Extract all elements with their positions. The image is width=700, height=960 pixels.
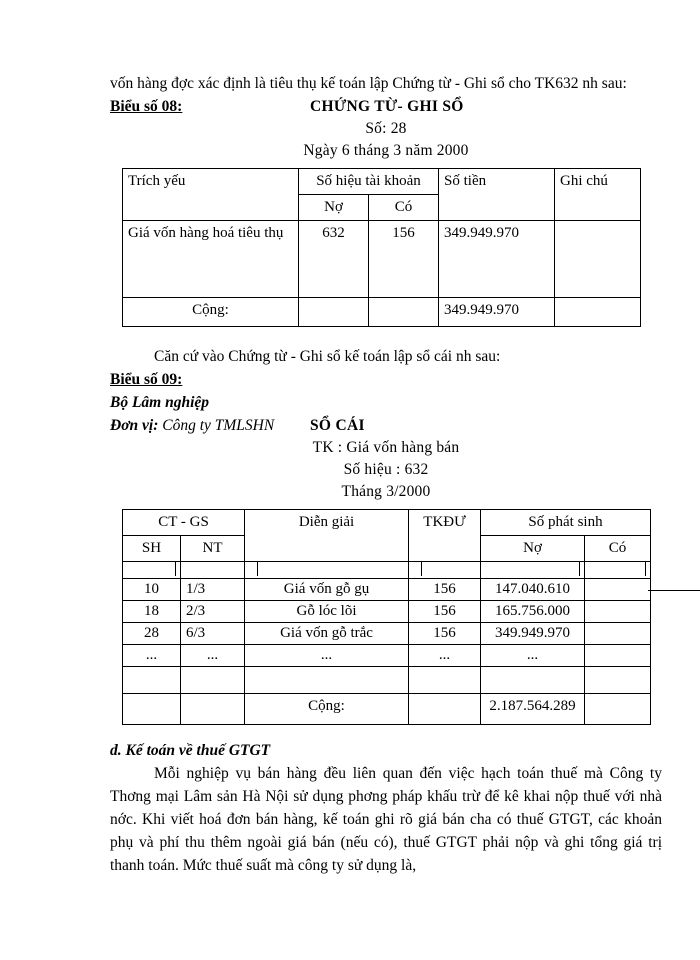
table-row <box>123 601 651 623</box>
cell-tkdu: 156 <box>409 623 481 645</box>
blank-sh <box>123 562 181 579</box>
cell-no: 147.040.610 <box>481 579 585 601</box>
ledger-title: SỔ CÁI <box>310 417 365 434</box>
header-ghi-chu: Ghi chú <box>555 169 641 221</box>
ledger-unit-value: Công ty TMLSHN <box>162 417 275 434</box>
table-row <box>123 221 641 298</box>
scan-artifact-rule <box>648 590 700 591</box>
blank-tkdu <box>409 562 481 579</box>
gap-no <box>481 667 585 694</box>
table-total-row <box>123 694 651 725</box>
table-gap-row <box>123 667 651 694</box>
ledger-label: Biểu số 09: <box>110 371 183 388</box>
header-trich-yeu: Trích yếu <box>123 169 299 221</box>
cell-co <box>585 579 651 601</box>
table-row <box>123 579 651 601</box>
mid-paragraph: Căn cứ vào Chứng từ - Ghi sổ kế toán lập sổ cái nh sau: <box>154 348 501 365</box>
cell-sh: 28 <box>123 623 181 645</box>
gap-dien-giai <box>245 667 409 694</box>
scan-artifact-tick <box>421 562 422 576</box>
ledger-unit-label: Đơn vị: <box>110 417 159 434</box>
gap-co <box>585 667 651 694</box>
voucher-header-row <box>110 95 662 118</box>
voucher-title: CHỨNG TỪ- GHI SỔ <box>310 98 464 115</box>
total-co <box>369 298 439 327</box>
cell-co <box>585 601 651 623</box>
table-total-row <box>123 298 641 327</box>
gap-tkdu <box>409 667 481 694</box>
blank-no <box>481 562 585 579</box>
total-nt <box>181 694 245 725</box>
blank-co <box>585 562 651 579</box>
header-nt: NT <box>181 536 245 562</box>
header-so-hieu-tai-khoan: Số hiệu tài khoản <box>299 169 439 195</box>
table-blank-row <box>123 562 651 579</box>
total-tkdu <box>409 694 481 725</box>
blank-nt <box>181 562 245 579</box>
cell-dien-giai: Gỗ lóc lõi <box>245 601 409 623</box>
cell-nt: 1/3 <box>181 579 245 601</box>
header-sh: SH <box>123 536 181 562</box>
gap-nt <box>181 667 245 694</box>
cell-tkdu: 156 <box>409 601 481 623</box>
table-row <box>123 645 651 667</box>
cell-no: 165.756.000 <box>481 601 585 623</box>
total-co <box>585 694 651 725</box>
cell-tkdu: 156 <box>409 579 481 601</box>
cell-dien-giai: Giá vốn gỗ gụ <box>245 579 409 601</box>
ledger-period: Tháng 3/2000 <box>341 483 431 500</box>
scan-artifact-tick <box>257 562 258 576</box>
cell-so-tien: 349.949.970 <box>439 221 555 298</box>
blank-dien-giai <box>245 562 409 579</box>
cell-sh: 18 <box>123 601 181 623</box>
cell-tkdu: ... <box>409 645 481 667</box>
voucher-table <box>122 168 641 327</box>
voucher-number: Số: 28 <box>365 120 407 137</box>
cell-dien-giai: Giá vốn gỗ trắc <box>245 623 409 645</box>
header-co: Có <box>585 536 651 562</box>
ledger-unit-row <box>110 414 662 437</box>
header-tkdu: TKĐƯ <box>409 510 481 562</box>
header-ct-gs: CT - GS <box>123 510 245 536</box>
total-no <box>299 298 369 327</box>
document-content <box>110 72 662 877</box>
total-label: Cộng: <box>123 298 299 327</box>
scan-artifact-tick <box>645 562 646 576</box>
table-header-row <box>123 169 641 195</box>
ledger-account-number: Số hiệu : 632 <box>343 461 429 478</box>
table-header-row <box>123 510 651 536</box>
section-heading: d. Kế toán về thuế GTGT <box>110 742 271 759</box>
cell-ghi-chu <box>555 221 641 298</box>
cell-co: 156 <box>369 221 439 298</box>
total-label: Cộng: <box>245 694 409 725</box>
header-dien-giai: Diễn giải <box>245 510 409 562</box>
cell-nt: ... <box>181 645 245 667</box>
cell-no: 632 <box>299 221 369 298</box>
cell-nt: 2/3 <box>181 601 245 623</box>
cell-trich-yeu-text: Giá vốn hàng hoá tiêu thụ <box>128 225 284 241</box>
cell-co <box>585 645 651 667</box>
table-row <box>123 623 651 645</box>
gap-sh <box>123 667 181 694</box>
cell-no: ... <box>481 645 585 667</box>
total-no: 2.187.564.289 <box>481 694 585 725</box>
scan-artifact-tick <box>579 562 580 576</box>
voucher-date: Ngày 6 tháng 3 năm 2000 <box>303 142 469 159</box>
header-co: Có <box>369 195 439 221</box>
header-so-tien: Số tiền <box>439 169 555 221</box>
total-ghi-chu <box>555 298 641 327</box>
cell-no: 349.949.970 <box>481 623 585 645</box>
cell-sh: 10 <box>123 579 181 601</box>
ledger-account: TK : Giá vốn hàng bán <box>312 439 460 456</box>
ledger-table <box>122 509 651 725</box>
closing-paragraph: Mỗi nghiệp vụ bán hàng đều liên quan đến việc hạch toán thuế mà Công ty Thơng mại Lâm sản Hà Nội sử dụng phơng pháp khấu trừ để kê khai nộp thuế với nhà nớc. Khi viết hoá đơn bán hàng, kế toán ghi rõ giá bán cha có thuế GTGT, các khoản phụ và phí thu thêm ngoài giá bán (nếu có), thuế GTGT phải nộp và ghi tổng giá trị thanh toán. Mức thuế suất mà công ty sử dụng là, <box>110 765 662 874</box>
total-sh <box>123 694 181 725</box>
scan-artifact-tick <box>175 562 176 576</box>
cell-trich-yeu <box>123 221 299 298</box>
cell-sh: ... <box>123 645 181 667</box>
ledger-ministry: Bộ Lâm nghiệp <box>110 394 210 411</box>
header-so-phat-sinh: Số phát sinh <box>481 510 651 536</box>
total-so-tien: 349.949.970 <box>439 298 555 327</box>
voucher-label: Biểu số 08: <box>110 98 183 115</box>
cell-nt: 6/3 <box>181 623 245 645</box>
intro-paragraph: vốn hàng đợc xác định là tiêu thụ kế toán lập Chứng từ - Ghi sổ cho TK632 nh sau: <box>110 75 627 92</box>
header-no: Nợ <box>299 195 369 221</box>
header-no: Nợ <box>481 536 585 562</box>
cell-co <box>585 623 651 645</box>
cell-dien-giai: ... <box>245 645 409 667</box>
